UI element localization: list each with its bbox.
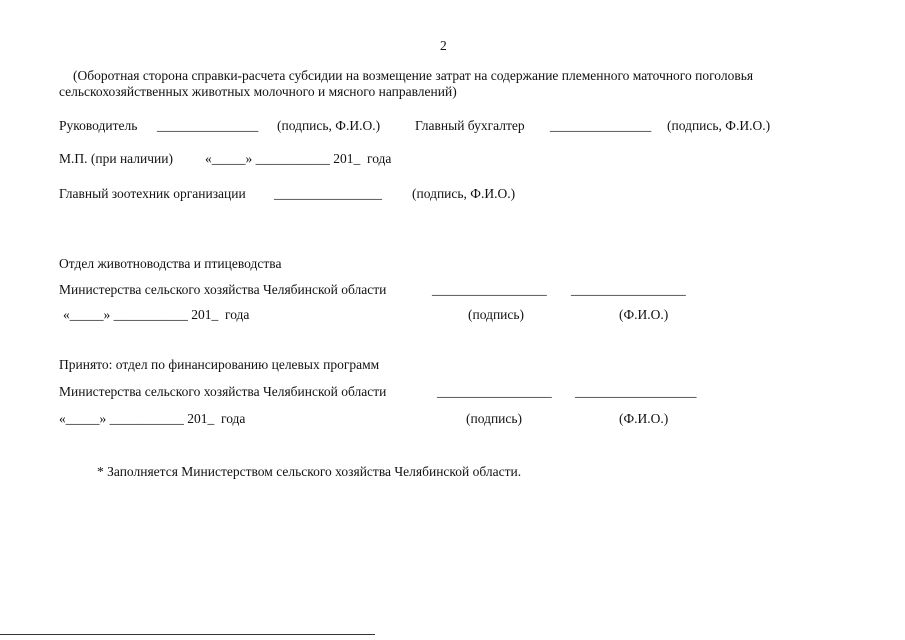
page-number: 2 [440, 38, 447, 53]
header-line-1: (Оборотная сторона справки-расчета субсидии на возмещение затрат на содержание племенного маточного поголовья [73, 68, 754, 83]
head-label: Руководитель [59, 118, 138, 133]
head-signature-blank: _______________ [157, 118, 259, 133]
section1-signature-hint: (подпись) [468, 307, 525, 322]
section1-dept: Отдел животноводства и птицеводства [59, 256, 282, 271]
zootech-signature-hint: (подпись, Ф.И.О.) [412, 186, 516, 201]
stamp-label: М.П. (при наличии) [59, 151, 173, 166]
footnote: * Заполняется Министерством сельского хозяйства Челябинской области. [97, 464, 522, 479]
section2-accepted: Принято: отдел по финансированию целевых программ [59, 357, 380, 372]
section2-name-hint: (Ф.И.О.) [619, 411, 669, 426]
section1-signature-blank: _________________ [432, 282, 547, 297]
section2-date: «_____» ___________ 201_ года [59, 411, 246, 426]
zootech-label: Главный зоотехник организации [59, 186, 246, 201]
accountant-signature-blank: _______________ [550, 118, 652, 133]
head-signature-hint: (подпись, Ф.И.О.) [277, 118, 381, 133]
section1-name-hint: (Ф.И.О.) [619, 307, 669, 322]
section1-name-blank: _________________ [571, 282, 686, 297]
section1-date: «_____» ___________ 201_ года [63, 307, 250, 322]
section2-signature-blank: _________________ [437, 384, 552, 399]
accountant-signature-hint: (подпись, Ф.И.О.) [667, 118, 771, 133]
section2-name-blank: __________________ [575, 384, 697, 399]
page-bottom-rule [0, 634, 375, 635]
stamp-date: «_____» ___________ 201_ года [205, 151, 392, 166]
section1-ministry: Министерства сельского хозяйства Челябинской области [59, 282, 387, 297]
section2-ministry: Министерства сельского хозяйства Челябинской области [59, 384, 387, 399]
accountant-label: Главный бухгалтер [415, 118, 525, 133]
section2-signature-hint: (подпись) [466, 411, 523, 426]
zootech-signature-blank: ________________ [274, 186, 382, 201]
header-line-2: сельскохозяйственных животных молочного и мясного направлений) [59, 84, 457, 99]
